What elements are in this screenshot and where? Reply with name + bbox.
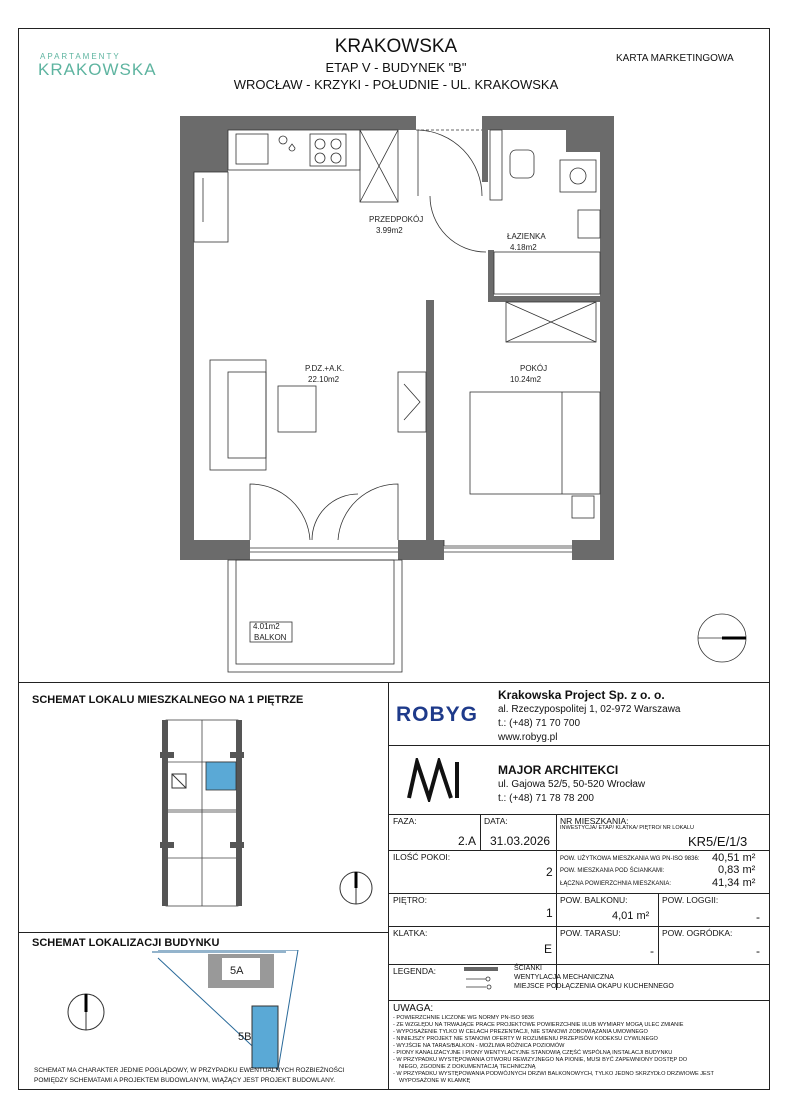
location-line: WROCŁAW - KRZYKI - POŁUDNIE - UL. KRAKOWSKA (233, 77, 559, 92)
building-label-5b: 5B (238, 1031, 252, 1043)
faza-value: 2.A (458, 834, 477, 848)
svg-text:4.18m2: 4.18m2 (510, 243, 537, 252)
floor-schema-drawing (150, 712, 260, 912)
compass-floor (336, 868, 376, 908)
disclaimer-line-1: SCHEMAT MA CHARAKTER JEDNIE POGLĄDOWY, W PRZYPADKU EWENTUALNYCH ROZBIEŻNOŚCI (34, 1067, 345, 1074)
building-schema-drawing (40, 950, 340, 1070)
floor-schema-title: SCHEMAT LOKALU MIESZKALNEGO NA 1 PIĘTRZE (32, 694, 304, 706)
divider-left-mid (18, 932, 388, 933)
duct-left (194, 130, 228, 172)
data-value: 31.03.2026 (490, 834, 551, 848)
legend-item-hood: MIEJSCE PODŁĄCZENIA OKAPU KUCHENNEGO (514, 983, 674, 990)
uzytkowa-label: POW. UŻYTKOWA MIESZKANIA WG PN-ISO 9836: (560, 856, 700, 862)
legend-symbols (462, 965, 502, 995)
faza-label: FAZA: (393, 816, 417, 826)
wall-bath-side (488, 250, 494, 300)
building-label-5a: 5A (230, 965, 244, 977)
taras-label: POW. TARASU: (560, 928, 621, 938)
skosami-value: 0,83 m² (718, 864, 756, 876)
wall-bath-bottom (488, 296, 600, 302)
divider-center (388, 682, 389, 1090)
svg-text:22.10m2: 22.10m2 (308, 375, 340, 384)
taras-value: - (650, 944, 654, 958)
architect-phone: t.: (+48) 71 78 78 200 (498, 793, 594, 804)
notes-title: UWAGA: (393, 1003, 434, 1014)
duct-right (566, 130, 600, 152)
pokoi-label: ILOŚĆ POKOI: (393, 852, 451, 862)
wall-room-divider (426, 300, 434, 540)
wall-top-left (180, 116, 416, 130)
nr-label: NR MIESZKANIA: (560, 816, 629, 826)
wall-bath-top (482, 130, 488, 182)
architect-logo-icon (405, 758, 465, 802)
pokoi-value: 2 (546, 865, 553, 879)
wall-top-right (482, 116, 614, 130)
company-web: www.robyg.pl (498, 732, 558, 743)
nr-sub: INWESTYCJA/ ETAP/ KLATKA/ PIĘTRO/ NR LOKALU (560, 825, 694, 831)
logo-main-text: KRAKOWSKA (38, 60, 157, 79)
card-type: KARTA MARKETINGOWA (616, 53, 734, 64)
pietro-value: 1 (546, 906, 553, 920)
data-label: DATA: (484, 816, 508, 826)
laczna-value: 41,34 m² (712, 877, 756, 889)
notes-list: - POWIERZCHNIE LICZONE WG NORMY PN-ISO 9836 - ZE WZGLĘDU NA TRWAJĄCE PRACE PROJEKTOWE POWIERZCHNIE I/LUB WYMIARY MOGĄ ULEC ZMIANIE - WYPOSAŻENIE TYLKO W CELACH PREZENTACJI, NIE STANOWI ZOBOWIĄZANIA UMOWNEGO - NINIEJSZY PROJEKT NIE STANOWI OFERTY W ROZUMIENIU PRZEPISÓW KODEKSU CYWILNEGO - WYJŚCIE NA TARAS/BALKON - MOŻLIWA RÓŻNICA POZIOMÓW - PIONY KANALIZACYJNE I PIONY WENTYLACYJNE STANOWIĄ CZĘŚĆ WSPÓLNĄ INSTALACJI BUDYNKU - W PRZYPADKU WYSTĘPOWANIA OTWORU REWIZYJNEGO NA PIONIE, MUSI BYĆ ZAPEWNIONY DOSTĘP DO NIEGO, ZGODNIE Z DOKUMENTACJĄ TECHNICZNĄ - W PRZYPADKU WYSTĘPOWANIA PODWÓJNYCH DRZWI BALKONOWYCH, TYLKO JEDNO SKRZYDŁO DRZWIOWE JEST WYPOSAŻONE W KLAMKĘ (393, 1015, 714, 1084)
loggia-label: POW. LOGGII: (662, 895, 719, 905)
svg-text:3.99m2: 3.99m2 (376, 226, 403, 235)
wall-right (600, 116, 614, 560)
nr-value: KR5/E/1/3 (688, 834, 748, 849)
ogrodek-value: - (756, 944, 760, 958)
architect-name: MAJOR ARCHITEKCI (498, 763, 619, 777)
laczna-label: ŁĄCZNA POWIERZCHNIA MIESZKANIA: (560, 881, 672, 887)
architect-address: ul. Gajowa 52/5, 50-520 Wrocław (498, 779, 646, 790)
legend-item-walls: ŚCIANKI (514, 965, 543, 972)
logo-top-text: APARTAMENTY (40, 52, 121, 61)
highlighted-unit (206, 762, 236, 790)
stage-line: ETAP V - BUDYNEK "B" (325, 60, 467, 75)
legend-item-ventilation: WENTYLACJA MECHANICZNA (514, 974, 614, 981)
loggia-value: - (756, 910, 760, 924)
klatka-label: KLATKA: (393, 928, 428, 938)
legend-title: LEGENDA: (393, 966, 436, 976)
wall-bottom-mid (398, 540, 444, 560)
company-phone: t.: (+48) 71 70 700 (498, 718, 581, 729)
company-name: Krakowska Project Sp. z o. o. (498, 688, 665, 702)
uzytkowa-value: 40,51 m² (712, 852, 756, 864)
divider-bottom (18, 682, 770, 683)
skosami-label: POW. MIESZKANIA POD ŚCIANKAMI: (560, 868, 665, 874)
room-name-living: P.DZ.+A.K. (305, 364, 345, 373)
room-name-balcony: BALKON (254, 633, 287, 642)
page-title: KRAKOWSKA (334, 36, 458, 57)
legend-wall-symbol (464, 967, 498, 971)
wall-bottom-right (572, 540, 614, 560)
room-name-bedroom: POKÓJ (520, 364, 548, 373)
svg-text:4.01m2: 4.01m2 (253, 622, 280, 631)
balkon-label: POW. BALKONU: (560, 895, 628, 905)
svg-text:10.24m2: 10.24m2 (510, 375, 542, 384)
balkon-value: 4,01 m² (612, 910, 650, 922)
wall-bottom-left (180, 540, 250, 560)
wall-left (180, 116, 194, 560)
company-address: al. Rzeczypospolitej 1, 02-972 Warszawa (498, 704, 681, 715)
divider-company (388, 745, 770, 746)
robyg-logo: ROBYG (396, 703, 479, 726)
klatka-value: E (544, 942, 553, 956)
room-name-bath: ŁAZIENKA (507, 232, 546, 241)
ogrodek-label: POW. OGRÓDKA: (662, 928, 733, 938)
disclaimer-line-2: POMIĘDZY SCHEMATAMI A PROJEKTEM BUDOWLANYM, WIĄŻĄCY JEST PROJEKT BUDOWLANY. (34, 1077, 336, 1084)
pietro-label: PIĘTRO: (393, 895, 428, 905)
room-name-hall: PRZEDPOKÓJ (369, 215, 424, 224)
building-schema-title: SCHEMAT LOKALIZACJI BUDYNKU (32, 937, 220, 949)
divider-architect (388, 814, 770, 815)
